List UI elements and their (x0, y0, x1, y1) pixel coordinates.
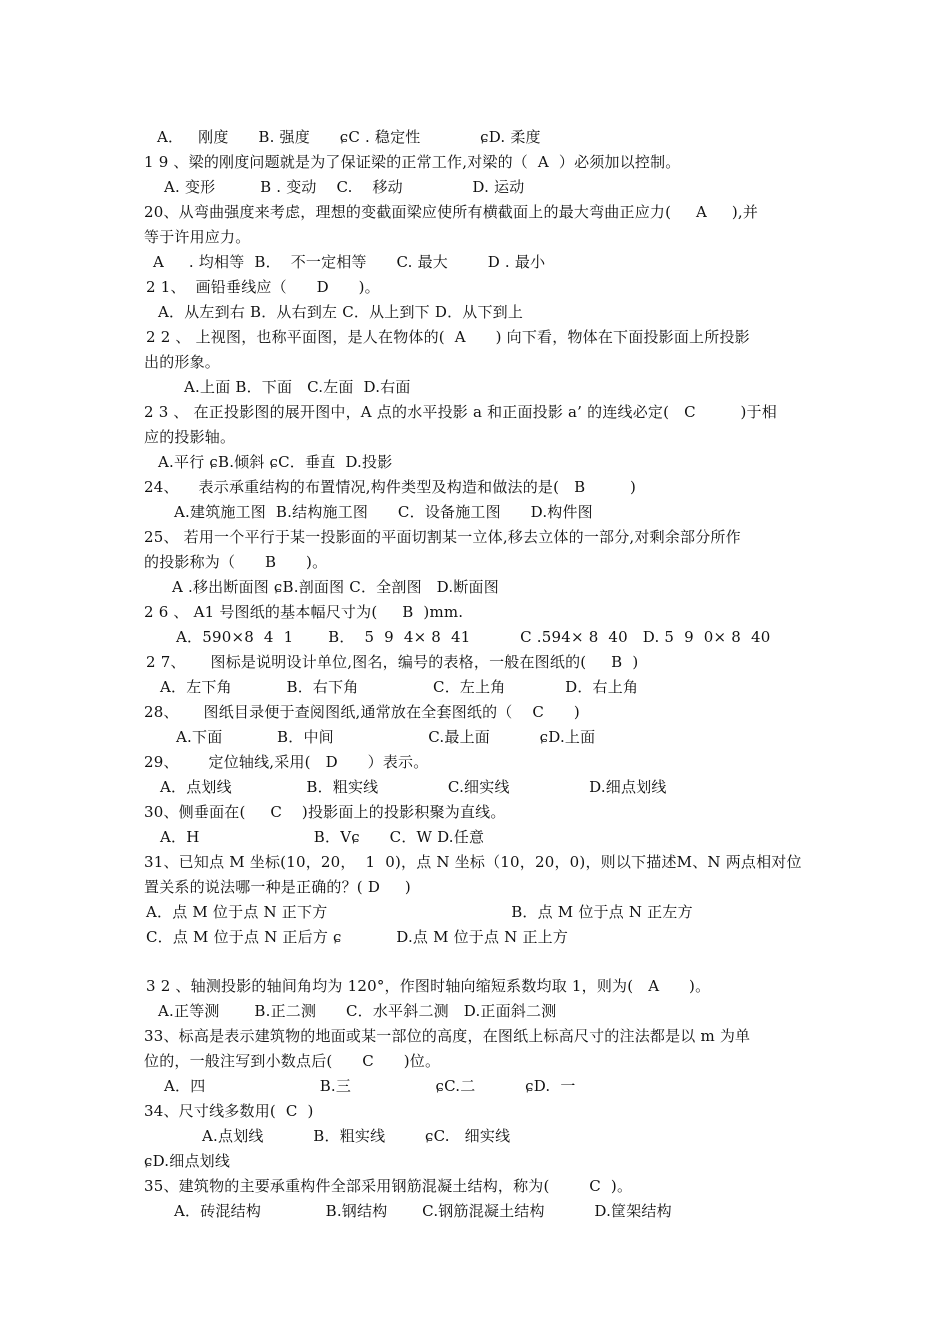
q25-question-line2: 的投影称为（ B )。 (144, 553, 328, 571)
q23-question-line2: 应的投影轴。 (144, 428, 236, 446)
q26-question: 2 6 、 A1 号图纸的基本幅尺寸为( B )mm. (144, 603, 464, 621)
q27-options: A．左下角 B．右下角 C．左上角 D．右上角 (160, 678, 639, 696)
q25-question-line1: 25、 若用一个平行于某一投影面的平面切割某一立体,移去立体的一部分,对剩余部分所作 (144, 528, 741, 546)
q20-options: A . 均相等 B． 不一定相等 C. 最大 D . 最小 (153, 253, 546, 271)
q28-question: 28、 图纸目录便于查阅图纸,通常放在全套图纸的（ C ) (144, 703, 580, 721)
q35-options: A．砖混结构 B.钢结构 C.钢筋混凝土结构 D.筐架结构 (174, 1202, 672, 1220)
q23-question-line1: 2 3 、 在正投影图的展开图中，A 点的水平投影 a 和正面投影 a’ 的连线必定( C )于相 (144, 403, 777, 421)
q21-question: 2 1、 画铅垂线应（ D )。 (146, 278, 380, 296)
q32-options: A.正等测 B.正二测 C．水平斜二测 D.正面斜二测 (158, 1002, 557, 1020)
q25-options: A .移出断面图 ɕB.剖面图 C．全剖图 D.断面图 (172, 578, 499, 596)
q20-question-line1: 20、从弯曲强度来考虑，理想的变截面梁应使所有横截面上的最大弯曲正应力( A ),并 (144, 203, 759, 221)
q30-options: A．H B．Vɕ C．W D.任意 (160, 828, 485, 846)
q22-options: A.上面 B．下面 C.左面 D.右面 (184, 378, 411, 396)
q19-options: A. 变形 B . 变动 C. 移动 D. 运动 (164, 178, 525, 196)
q20-question-line2: 等于许用应力。 (144, 228, 251, 246)
q32-question: 3 2 、轴测投影的轴间角均为 120°，作图时轴向缩短系数均取 1，则为( A )。 (146, 977, 711, 995)
q21-options: A．从左到右 B．从右到左 C．从上到下 D．从下到上 (158, 303, 524, 321)
q24-options: A.建筑施工图 B.结构施工图 C．设备施工图 D.构件图 (174, 503, 593, 521)
q24-question: 24、 表示承重结构的布置情况,构件类型及构造和做法的是( B ) (144, 478, 637, 496)
q34-question: 34、尺寸线多数用( C ) (144, 1102, 314, 1120)
q18-options: A． 刚度 B. 强度 ɕC . 稳定性 ɕD. 柔度 (157, 128, 541, 146)
q19-question: 1 9 、梁的刚度问题就是为了保证梁的正常工作,对梁的（ A ）必须加以控制。 (144, 153, 681, 171)
q23-options: A.平行 ɕB.倾斜 ɕC．垂直 D.投影 (158, 453, 393, 471)
q34-options-line1: A.点划线 B．粗实线 ɕC. 细实线 (202, 1127, 511, 1145)
q22-question-line2: 出的形象。 (144, 353, 221, 371)
q30-question: 30、侧垂面在( C )投影面上的投影积聚为直线。 (144, 803, 506, 821)
q29-options: A．点划线 B．粗实线 C.细实线 D.细点划线 (160, 778, 667, 796)
q31-question-line2: 置关系的说法哪一种是正确的？( D ) (144, 878, 411, 896)
q31-options-cd: C．点 M 位于点 N 正后方 ɕ D.点 M 位于点 N 正上方 (146, 928, 569, 946)
q33-question-line2: 位的，一般注写到小数点后( C )位。 (144, 1052, 441, 1070)
q26-options: A．590×8 4 1 B． 5 9 4× 8 41 C .594× 8 40 D. 5 9 0× 8 40 (176, 628, 771, 646)
q31-options-ab: A．点 M 位于点 N 正下方 B．点 M 位于点 N 正左方 (146, 903, 693, 921)
q22-question-line1: 2 2 、 上视图，也称平面图，是人在物体的( A ) 向下看，物体在下面投影面上所投影 (146, 328, 750, 346)
q28-options: A.下面 B．中间 C.最上面 ɕD.上面 (176, 728, 596, 746)
q33-options: A．四 B.三 ɕC.二 ɕD. 一 (164, 1077, 576, 1095)
q34-options-line2: ɕD.细点划线 (144, 1152, 231, 1170)
q27-question: 2 7、 图标是说明设计单位,图名，编号的表格，一般在图纸的( B ) (146, 653, 639, 671)
q31-question-line1: 31、已知点 M 坐标(10，20， 1 0)，点 N 坐标（10，20，0)，则以下描述M、N 两点相对位 (144, 853, 802, 871)
q33-question-line1: 33、标高是表示建筑物的地面或某一部位的高度，在图纸上标高尺寸的注法都是以 m 为单 (144, 1027, 751, 1045)
q29-question: 29、 定位轴线,采用( D ）表示。 (144, 753, 429, 771)
q35-question: 35、建筑物的主要承重构件全部采用钢筋混凝土结构，称为( C )。 (144, 1177, 633, 1195)
